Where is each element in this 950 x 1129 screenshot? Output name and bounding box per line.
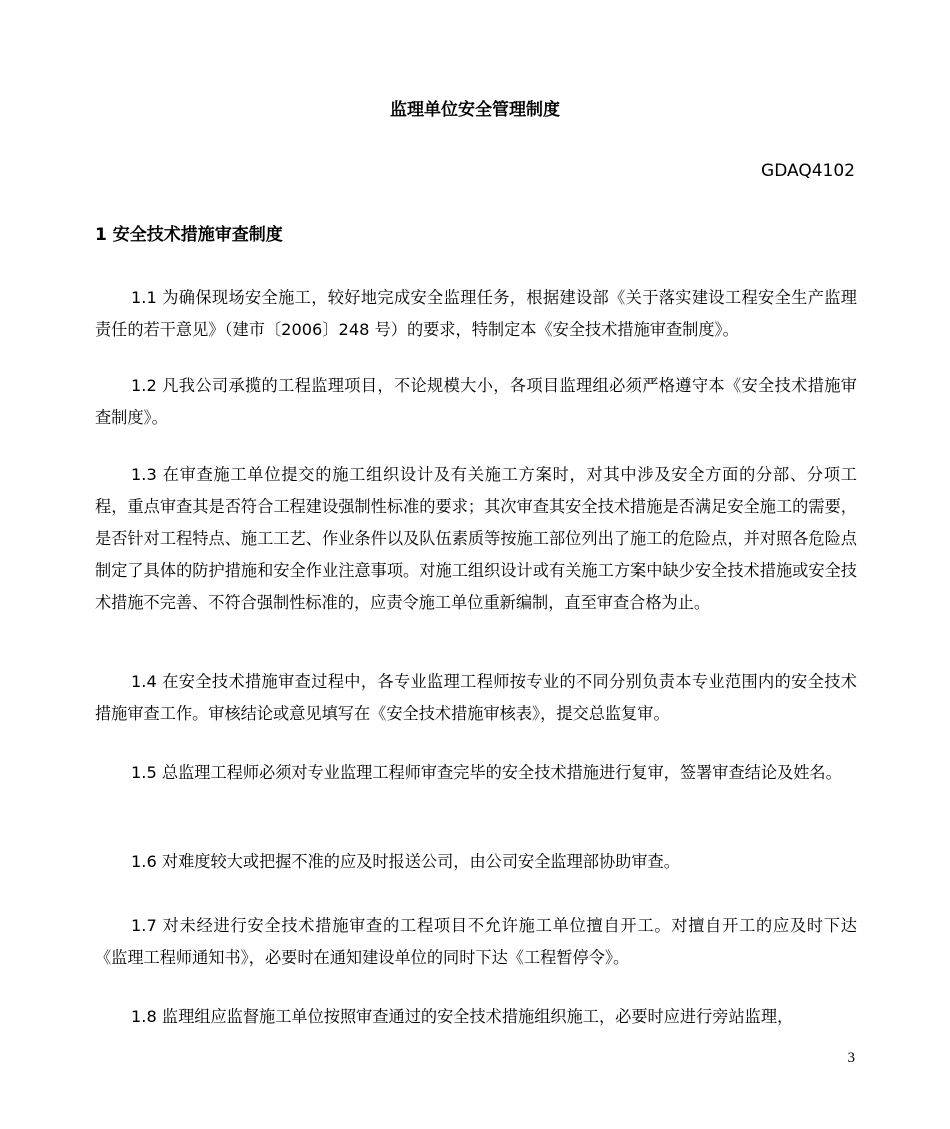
paragraph-1-8: 1.8 监理组应监督施工单位按照审查通过的安全技术措施组织施工，必要时应进行旁站监理，	[131, 1007, 794, 1026]
paragraph-1-7: 1.7 对未经进行安全技术措施审查的工程项目不允许施工单位擅自开工。对擅自开工的应及时下达《监理工程师通知书》，必要时在通知建设单位的同时下达《工程暂停令》。	[95, 916, 857, 967]
paragraph-1-3: 1.3 在审查施工单位提交的施工组织设计及有关施工方案时，对其中涉及安全方面的分部、分项工程，重点审查其是否符合工程建设强制性标准的要求；其次审查其安全技术措施是否满足安全施工的需要，是否针对工程特点、施工工艺、作业条件以及队伍素质等按施工部位列出了施工的危险点，并对照各危险点制定了具体的防护措施和安全作业注意事项。对施工组织设计或有关施工方案中缺少安全技术措施或安全技术措施不完善、不符合强制性标准的，应责令施工单位重新编制，直至审查合格为止。	[95, 465, 857, 612]
section-heading: 1 安全技术措施审查制度	[95, 225, 283, 245]
document-code: GDAQ4102	[761, 161, 855, 181]
paragraph-1-1: 1.1 为确保现场安全施工，较好地完成安全监理任务，根据建设部《关于落实建设工程安全生产监理责任的若干意见》（建市〔2006〕248 号）的要求，特制定本《安全技术措施审查制度》。	[95, 288, 857, 339]
paragraph-1-6: 1.6 对难度较大或把握不准的应及时报送公司，由公司安全监理部协助审查。	[131, 852, 680, 871]
paragraph-1-5: 1.5 总监理工程师必须对专业监理工程师审查完毕的安全技术措施进行复审，签署审查结论及姓名。	[131, 763, 842, 782]
paragraph-1-4: 1.4 在安全技术措施审查过程中，各专业监理工程师按专业的不同分别负责本专业范围内的安全技术措施审查工作。审核结论或意见填写在《安全技术措施审核表》，提交总监复审。	[95, 672, 857, 723]
page-number: 3	[847, 1050, 855, 1066]
paragraph-1-2: 1.2 凡我公司承揽的工程监理项目，不论规模大小，各项目监理组必须严格遵守本《安全技术措施审查制度》。	[95, 376, 857, 427]
document-title: 监理单位安全管理制度	[390, 100, 560, 120]
